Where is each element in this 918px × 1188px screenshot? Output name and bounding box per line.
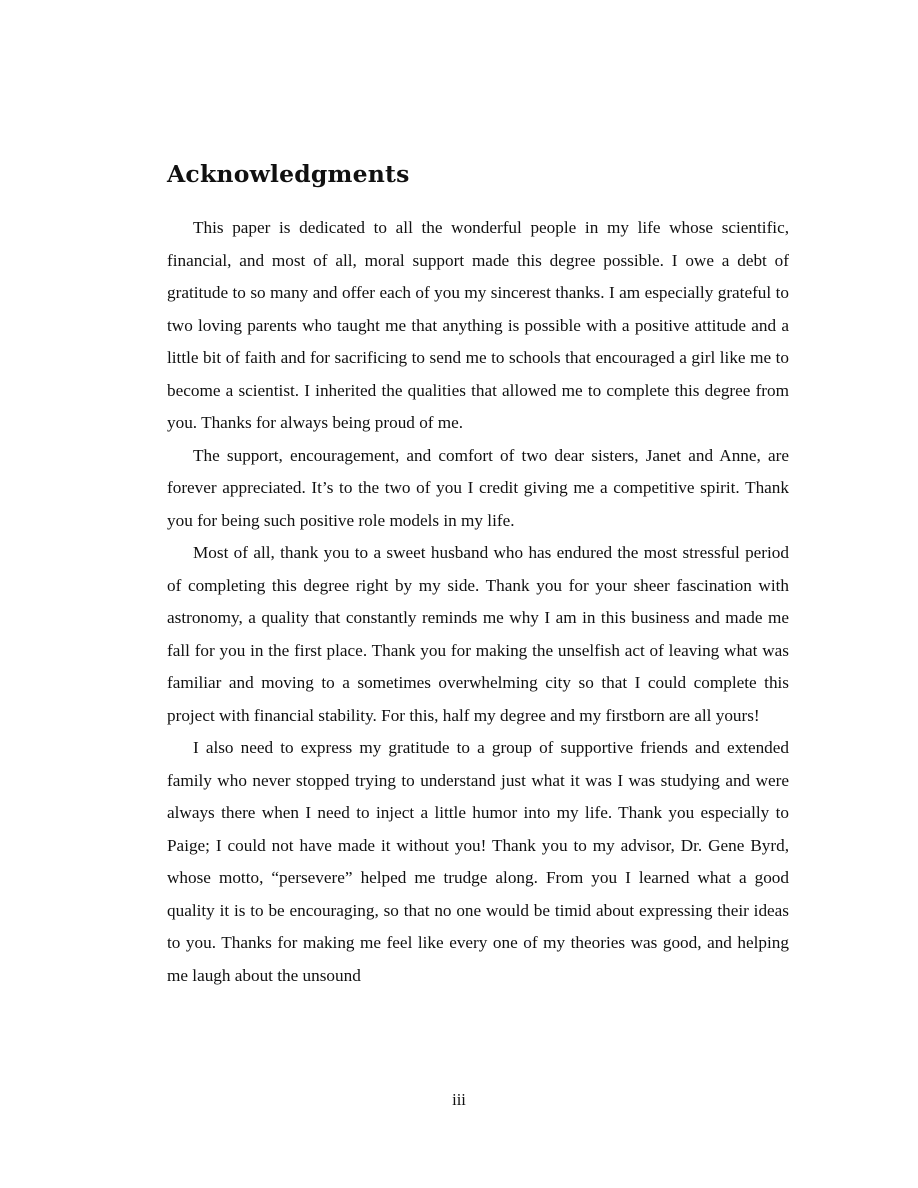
paragraph-husband: Most of all, thank you to a sweet husband who has endured the most stressful period of completing this degree right by my side. Thank you for your sheer fascination with astronomy, a quality that constantly reminds me why I am in this business and made me fall for you in the first place. Thank you for making the unselfish act of leaving what was familiar and moving to a sometimes overwhelming city so that I could complete this project with financial stability. For this, half my degree and my firstborn are all yours! — [167, 543, 789, 725]
paragraph-dedication: This paper is dedicated to all the wonderful people in my life whose scientific, financial, and most of all, moral support made this degree possible. I owe a debt of gratitude to so many and offer each of you my sincerest thanks. I am especially grateful to two loving parents who taught me that anything is possible with a positive attitude and a little bit of faith and for sacrificing to send me to schools that encouraged a girl like me to become a scientist. I inherited the qualities that allowed me to complete this degree from you. Thanks for always being proud of me. — [167, 218, 789, 432]
paragraph-friends-advisor: I also need to express my gratitude to a group of supportive friends and extended family who never stopped trying to understand just what it was I was studying and were always there when I need to inject a little humor into my life. Thank you especially to Paige; I could not have made it without you! Thank you to my advisor, Dr. Gene Byrd, whose motto, “persevere” helped me trudge along. From you I learned what a good quality it is to be encouraging, so that no one would be timid about expressing their ideas to you. Thanks for making me feel like every one of my theories was good, and helping me laugh about the unsound — [167, 738, 789, 985]
paragraph-sisters: The support, encouragement, and comfort of two dear sisters, Janet and Anne, are forever appreciated. It’s to the two of you I credit giving me a competitive spirit. Thank you for being such positive role models in my life. — [167, 445, 789, 530]
page-title: Acknowledgments — [167, 160, 410, 188]
page-number: iii — [452, 1090, 466, 1109]
body-text — [167, 212, 789, 992]
